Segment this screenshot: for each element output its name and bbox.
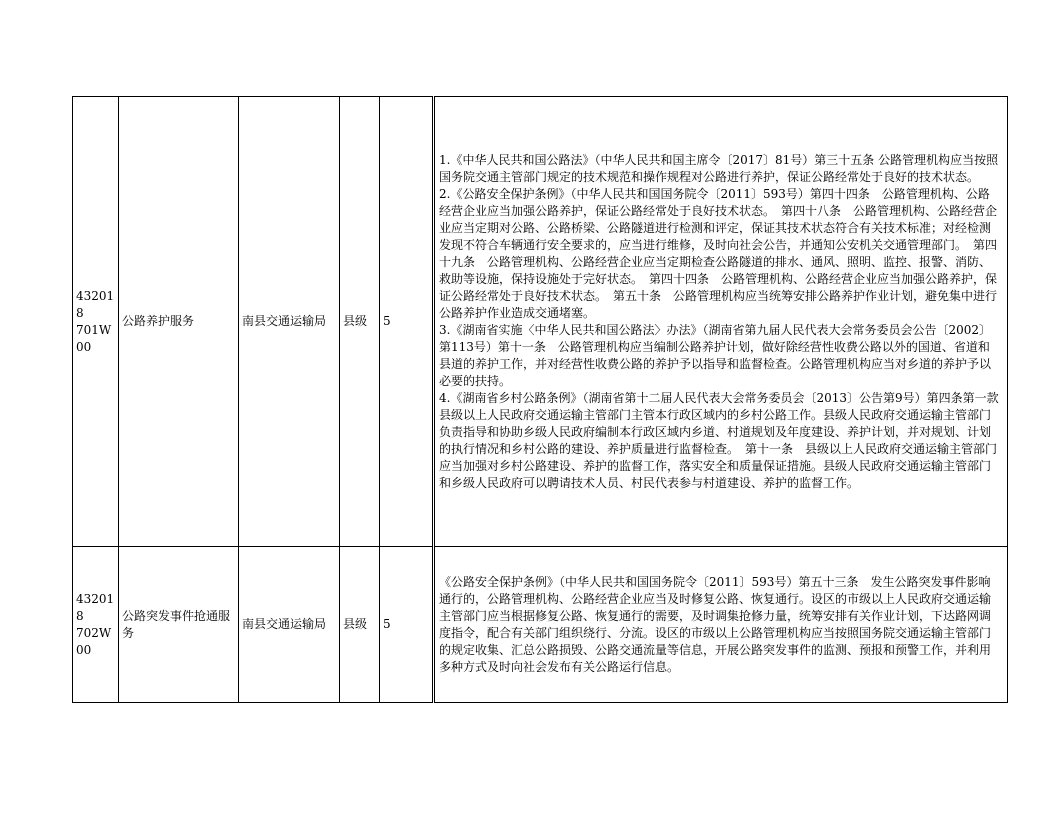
department: 南县交通运输局 [239,97,340,547]
service-name: 公路养护服务 [119,97,239,547]
table-row [73,97,1008,547]
number: 5 [380,97,434,547]
service-code: 432018 701W00 [73,97,119,547]
legal-basis [434,547,1008,703]
level: 县级 [340,97,380,547]
service-code: 432018 702W00 [73,547,119,703]
number: 5 [380,547,434,703]
level: 县级 [340,547,380,703]
department: 南县交通运输局 [239,547,340,703]
table-row [73,547,1008,703]
basis-paragraph: 4.《湖南省乡村公路条例》（湖南省第十二届人民代表大会常务委员会〔2013〕公告第9号）第四条第一款 县级以上人民政府交通运输主管部门主管本行政区域内的乡村公路工作。县级人民政府交通运输主管部门负责指导和协助乡级人民政府编制本行政区域内乡道、村道规划及年度建设、养护计划，并对规划、计划的执行情况和乡村公路的建设、养护质量进行监督检查。 第十一条 县级以上人民政府交通运输主管部门应当加强对乡村公路建设、养护的监督工作，落实安全和质量保证措施。县级人民政府交通运输主管部门和乡级人民政府可以聘请技术人员、村民代表参与村道建设、养护的监督工作。 [439,390,1011,490]
basis-paragraph: 《公路安全保护条例》（中华人民共和国国务院令〔2011〕593号）第五十三条 发生公路突发事件影响通行的，公路管理机构、公路经营企业应当及时修复公路、恢复通行。设区的市级以上人民政府交通运输主管部门应当根据修复公路、恢复通行的需要，及时调集抢修力量，统筹安排有关作业计划，下达路网调度指令，配合有关部门组织绕行、分流。设区的市级以上公路管理机构应当按照国务院交通运输主管部门的规定收集、汇总公路损毁、公路交通流量等信息，开展公路突发事件的监测、预报和预警工作，并利用多种方式及时向社会发布有关公路运行信息。 [439,574,992,674]
basis-paragraph: 1.《中华人民共和国公路法》（中华人民共和国主席令〔2017〕81号）第三十五条 公路管理机构应当按照国务院交通主管部门规定的技术规范和操作规程对公路进行养护，保证公路经常处于良好的技术状态。 [439,152,999,184]
basis-paragraph: 2.《公路安全保护条例》（中华人民共和国国务院令〔2011〕593号）第四十四条 公路管理机构、公路经营企业应当加强公路养护，保证公路经常处于良好技术状态。 第四十八条 公路管理机构、公路经营企业应当定期对公路、公路桥梁、公路隧道进行检测和评定，保证其技术状态符合有关技术标准；对经检测发现不符合车辆通行安全要求的，应当进行维修，及时向社会公告，并通知公安机关交通管理部门。 第四十九条 公路管理机构、公路经营企业应当定期检查公路隧道的排水、通风、照明、监控、报警、消防、救助等设施，保持设施处于完好状态。 第四十四条 公路管理机构、公路经营企业应当加强公路养护，保证公路经常处于良好技术状态。 第五十条 公路管理机构应当统筹安排公路养护作业计划，避免集中进行公路养护作业造成交通堵塞。 [439,186,998,320]
basis-paragraph: 3.《湖南省实施〈中华人民共和国公路法〉办法》（湖南省第九届人民代表大会常务委员会公告〔2002〕第113号）第十一条 公路管理机构应当编制公路养护计划，做好除经营性收费公路以外的国道、省道和县道的养护工作，并对经营性收费公路的养护予以指导和监督检查。公路管理机构应当对乡道的养护予以必要的扶持。 [439,322,992,388]
service-name: 公路突发事件抢通服务 [119,547,239,703]
service-table [72,96,1011,703]
legal-basis [434,97,1011,547]
